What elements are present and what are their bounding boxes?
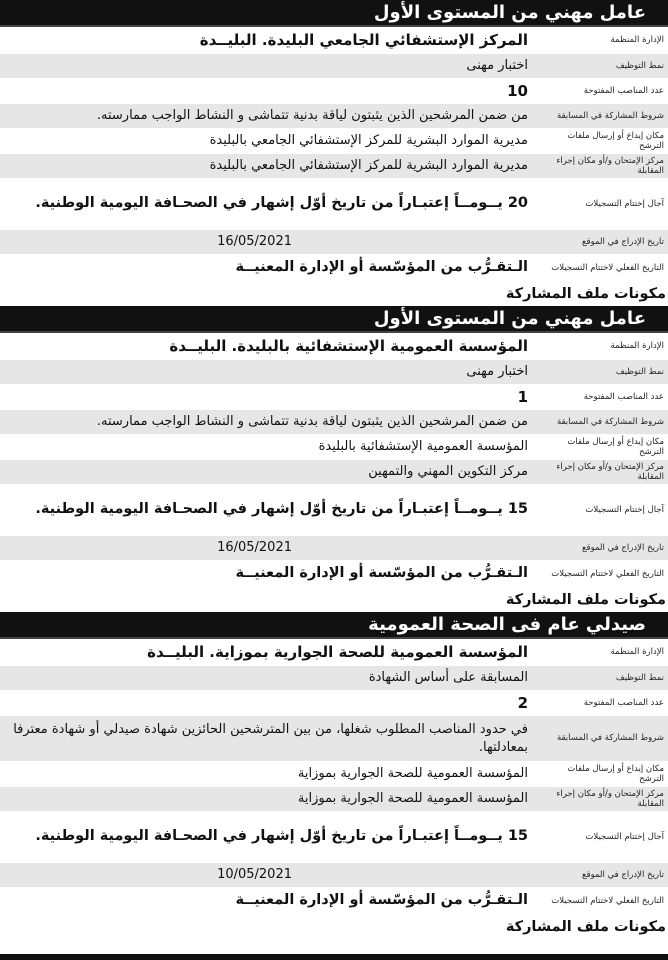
deposit-value: المؤسسة العمومية الإستشفائية بالبليدة bbox=[318, 439, 528, 455]
posts-value: 2 bbox=[517, 693, 528, 712]
org-value: المؤسسة العمومية الإستشفائية بالبليدة. البليــدة bbox=[169, 336, 528, 355]
posts-row bbox=[0, 691, 668, 716]
conditions-row bbox=[0, 104, 668, 129]
deposit-label: مكان إيداع أو إرسال ملفات الترشح bbox=[567, 436, 664, 457]
org-value: المركز الإستشفائي الجامعي البليدة. البليــدة bbox=[199, 30, 528, 49]
exam-value: المؤسسة العمومية للصحة الجوارية بموزاية bbox=[297, 791, 528, 807]
actual-date-value: الـتقـرُّب من المؤسّسة أو الإدارة المعنيــة bbox=[235, 565, 528, 582]
mode-row bbox=[0, 666, 668, 691]
mode-label: نمط التوظيف bbox=[615, 366, 664, 377]
actual-date-label: التاريخ الفعلي لاختتام التسجيلات bbox=[551, 568, 664, 579]
mode-value: اختبار مهنى bbox=[466, 58, 528, 74]
deadline-value: 15 يــومــاً إعتبـاراً من تاريخ أوّل إشهار في الصحـافة اليومية الوطنية. bbox=[35, 501, 528, 518]
conditions-row bbox=[0, 410, 668, 435]
deposit-value: مديرية الموارد البشرية للمركز الإستشفائي الجامعي بالبليدة bbox=[209, 133, 528, 149]
deadline-row bbox=[0, 812, 668, 863]
conditions-value: في حدود المناصب المطلوب شغلها، من بين المترشحين الحائزين شهادة صيدلي أو شهادة معترفا بمعادلتها. bbox=[13, 721, 528, 755]
bottom-bar bbox=[0, 954, 668, 960]
actual-date-row bbox=[0, 561, 668, 588]
site-date-value: 16/05/2021 bbox=[217, 234, 292, 250]
site-date-row bbox=[0, 863, 668, 888]
exam-row bbox=[0, 154, 668, 179]
posts-label: عدد المناصب المفتوحة bbox=[583, 697, 664, 708]
deadline-row bbox=[0, 485, 668, 536]
actual-date-label: التاريخ الفعلي لاختتام التسجيلات bbox=[551, 262, 664, 273]
deposit-row bbox=[0, 762, 668, 787]
conditions-label: شروط المشاركة في المسابقة bbox=[556, 110, 664, 121]
posts-label: عدد المناصب المفتوحة bbox=[583, 391, 664, 402]
mode-label: نمط التوظيف bbox=[615, 60, 664, 71]
mode-row bbox=[0, 54, 668, 79]
actual-date-value: الـتقـرُّب من المؤسّسة أو الإدارة المعنيــة bbox=[235, 892, 528, 909]
section-title: صيدلي عام فى الصحة العمومية bbox=[0, 612, 668, 639]
site-date-value: 10/05/2021 bbox=[217, 867, 292, 883]
exam-label: مركز الإمتحان و/أو مكان إجراء المقابلة bbox=[556, 788, 664, 809]
deposit-value: المؤسسة العمومية للصحة الجوارية بموزاية bbox=[297, 766, 528, 782]
deadline-label: آجال إختتام التسجيلات bbox=[585, 198, 664, 209]
posts-value: 10 bbox=[507, 81, 528, 100]
org-row bbox=[0, 639, 668, 666]
org-row bbox=[0, 333, 668, 360]
site-date-value: 16/05/2021 bbox=[217, 540, 292, 556]
section-title: عامل مهني من المستوى الأول bbox=[0, 306, 668, 333]
site-date-label: تاريخ الإدراج في الموقع bbox=[582, 542, 664, 553]
components-heading: مكونات ملف المشاركة bbox=[0, 282, 668, 306]
org-value: المؤسسة العمومية للصحة الجوارية بموزاية. البليــدة bbox=[147, 642, 528, 661]
exam-value: مركز التكوين المهني والتمهين bbox=[368, 464, 528, 480]
site-date-label: تاريخ الإدراج في الموقع bbox=[582, 236, 664, 247]
conditions-label: شروط المشاركة في المسابقة bbox=[556, 416, 664, 427]
org-label: الإدارة المنظمة bbox=[610, 646, 664, 657]
site-date-row bbox=[0, 230, 668, 255]
org-label: الإدارة المنظمة bbox=[610, 34, 664, 45]
exam-label: مركز الإمتحان و/أو مكان إجراء المقابلة bbox=[556, 461, 664, 482]
section-title: عامل مهني من المستوى الأول bbox=[0, 0, 668, 27]
mode-value: المسابقة على أساس الشهادة bbox=[368, 670, 528, 686]
mode-value: اختبار مهنى bbox=[466, 364, 528, 380]
exam-label: مركز الإمتحان و/أو مكان إجراء المقابلة bbox=[556, 155, 664, 176]
deposit-row bbox=[0, 435, 668, 460]
mode-label: نمط التوظيف bbox=[615, 672, 664, 683]
exam-value: مديرية الموارد البشرية للمركز الإستشفائي الجامعي بالبليدة bbox=[209, 158, 528, 174]
actual-date-label: التاريخ الفعلي لاختتام التسجيلات bbox=[551, 895, 664, 906]
org-row bbox=[0, 27, 668, 54]
deposit-label: مكان إيداع أو إرسال ملفات الترشح bbox=[567, 130, 664, 151]
conditions-value: من ضمن المرشحين الذين يثبتون لياقة بدنية تتماشى و النشاط الواجب ممارسته. bbox=[96, 414, 528, 430]
actual-date-value: الـتقـرُّب من المؤسّسة أو الإدارة المعنيــة bbox=[235, 259, 528, 276]
components-heading: مكونات ملف المشاركة bbox=[0, 588, 668, 612]
deadline-label: آجال إختتام التسجيلات bbox=[585, 504, 664, 515]
posts-label: عدد المناصب المفتوحة bbox=[583, 85, 664, 96]
conditions-value: من ضمن المرشحين الذين يثبتون لياقة بدنية تتماشى و النشاط الواجب ممارسته. bbox=[96, 108, 528, 124]
site-date-label: تاريخ الإدراج في الموقع bbox=[582, 869, 664, 880]
deadline-value: 15 يــومــاً إعتبـاراً من تاريخ أوّل إشهار في الصحـافة اليومية الوطنية. bbox=[35, 828, 528, 845]
posts-row bbox=[0, 385, 668, 410]
actual-date-row bbox=[0, 255, 668, 282]
deadline-value: 20 يــومــاً إعتبـاراً من تاريخ أوّل إشهار في الصحـافة اليومية الوطنية. bbox=[35, 195, 528, 212]
conditions-label: شروط المشاركة في المسابقة bbox=[556, 733, 664, 744]
site-date-row bbox=[0, 536, 668, 561]
components-heading: مكونات ملف المشاركة bbox=[0, 915, 668, 939]
deposit-row bbox=[0, 129, 668, 154]
mode-row bbox=[0, 360, 668, 385]
deadline-row bbox=[0, 179, 668, 230]
deposit-label: مكان إيداع أو إرسال ملفات الترشح bbox=[567, 763, 664, 784]
posts-value: 1 bbox=[517, 387, 528, 406]
conditions-row bbox=[0, 716, 668, 762]
deadline-label: آجال إختتام التسجيلات bbox=[585, 831, 664, 842]
org-label: الإدارة المنظمة bbox=[610, 340, 664, 351]
exam-row bbox=[0, 460, 668, 485]
actual-date-row bbox=[0, 888, 668, 915]
posts-row bbox=[0, 79, 668, 104]
exam-row bbox=[0, 787, 668, 812]
